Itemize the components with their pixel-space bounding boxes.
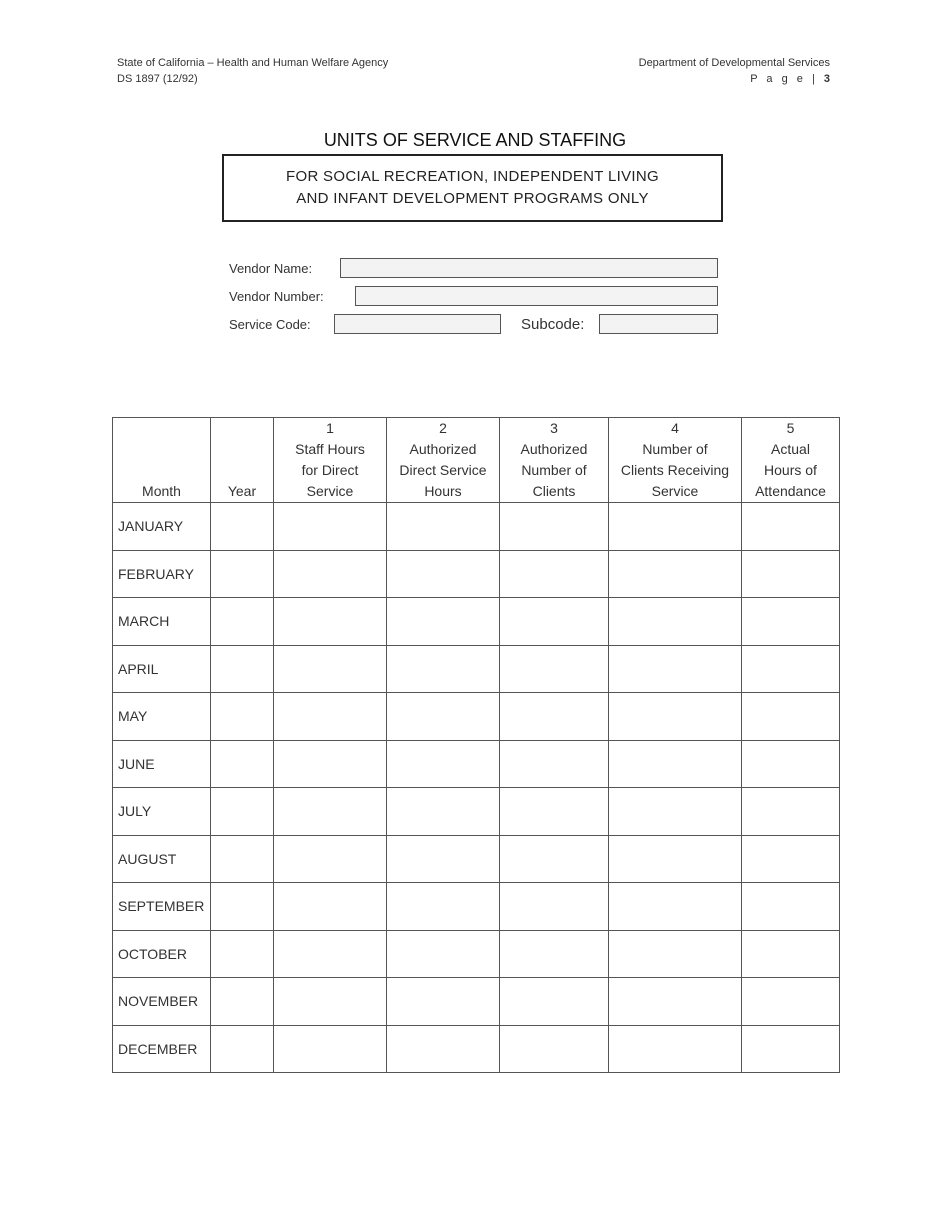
entry-cell-actual-hours[interactable] <box>742 740 840 788</box>
entry-cell-actual-hours[interactable] <box>742 788 840 836</box>
entry-cell-clients-receiving[interactable] <box>609 550 742 598</box>
column-header-clients-receiving <box>609 418 742 503</box>
table-row <box>113 835 840 883</box>
month-cell: MAY <box>113 693 211 741</box>
page-title: UNITS OF SERVICE AND STAFFING <box>323 130 627 150</box>
month-cell: DECEMBER <box>113 1025 211 1073</box>
column-header-actual-hours <box>742 418 840 503</box>
department-name: Department of Developmental Services <box>638 57 830 69</box>
entry-cell-authorized-hours[interactable] <box>387 883 500 931</box>
entry-cell-staff-hours[interactable] <box>274 788 387 836</box>
entry-cell-actual-hours[interactable] <box>742 645 840 693</box>
column-header-line: Number of <box>642 441 708 457</box>
entry-cell-authorized-clients[interactable] <box>500 788 609 836</box>
entry-cell-actual-hours[interactable] <box>742 598 840 646</box>
entry-cell-year[interactable] <box>211 598 274 646</box>
entry-cell-authorized-hours[interactable] <box>387 598 500 646</box>
entry-cell-clients-receiving[interactable] <box>609 930 742 978</box>
column-header-line: Service <box>306 483 354 499</box>
entry-cell-staff-hours[interactable] <box>274 645 387 693</box>
entry-cell-authorized-hours[interactable] <box>387 1025 500 1073</box>
entry-cell-clients-receiving[interactable] <box>609 883 742 931</box>
units-of-service-table <box>112 417 840 1073</box>
table-row <box>113 550 840 598</box>
column-header-line: 3 <box>550 420 558 436</box>
entry-cell-staff-hours[interactable] <box>274 550 387 598</box>
entry-cell-clients-receiving[interactable] <box>609 788 742 836</box>
entry-cell-year[interactable] <box>211 788 274 836</box>
month-cell: MARCH <box>113 598 211 646</box>
column-header-line: for Direct <box>301 462 359 478</box>
month-cell: AUGUST <box>113 835 211 883</box>
entry-cell-year[interactable] <box>211 978 274 1026</box>
entry-cell-authorized-clients[interactable] <box>500 740 609 788</box>
table-row <box>113 788 840 836</box>
table-row <box>113 978 840 1026</box>
month-cell: FEBRUARY <box>113 550 211 598</box>
vendor-number-field[interactable] <box>355 286 718 306</box>
vendor-name-field[interactable] <box>340 258 718 278</box>
form-id: DS 1897 (12/92) <box>117 73 198 85</box>
column-header-line: Number of <box>521 462 587 478</box>
vendor-number-label: Vendor Number: <box>229 289 324 304</box>
month-cell: SEPTEMBER <box>113 883 211 931</box>
header-left <box>117 55 388 87</box>
entry-cell-clients-receiving[interactable] <box>609 503 742 551</box>
entry-cell-authorized-hours[interactable] <box>387 645 500 693</box>
table-row <box>113 693 840 741</box>
entry-cell-authorized-clients[interactable] <box>500 503 609 551</box>
column-header-line: Actual <box>771 441 810 457</box>
entry-cell-authorized-hours[interactable] <box>387 788 500 836</box>
entry-cell-clients-receiving[interactable] <box>609 740 742 788</box>
entry-cell-authorized-clients[interactable] <box>500 645 609 693</box>
entry-cell-staff-hours[interactable] <box>274 883 387 931</box>
subcode-label: Subcode: <box>521 316 585 333</box>
column-header-line: Authorized <box>409 441 477 457</box>
column-header-line: Hours of <box>764 462 817 478</box>
page-indicator: P a g e | 3 <box>750 73 830 85</box>
entry-cell-authorized-hours[interactable] <box>387 930 500 978</box>
subtitle-line-1: FOR SOCIAL RECREATION, INDEPENDENT LIVING <box>286 168 659 185</box>
page-number: 3 <box>823 73 830 85</box>
month-cell: JUNE <box>113 740 211 788</box>
entry-cell-actual-hours[interactable] <box>742 978 840 1026</box>
table-header-row <box>113 418 840 503</box>
entry-cell-authorized-hours[interactable] <box>387 740 500 788</box>
entry-cell-staff-hours[interactable] <box>274 598 387 646</box>
table-row <box>113 1025 840 1073</box>
entry-cell-staff-hours[interactable] <box>274 693 387 741</box>
entry-cell-authorized-hours[interactable] <box>387 693 500 741</box>
entry-cell-staff-hours[interactable] <box>274 740 387 788</box>
entry-cell-authorized-hours[interactable] <box>387 835 500 883</box>
column-header-authorized-hours <box>387 418 500 503</box>
entry-cell-year[interactable] <box>211 1025 274 1073</box>
table-row <box>113 645 840 693</box>
entry-cell-authorized-clients[interactable] <box>500 978 609 1026</box>
entry-cell-actual-hours[interactable] <box>742 835 840 883</box>
column-header-line: 4 <box>671 420 679 436</box>
table-row <box>113 503 840 551</box>
entry-cell-actual-hours[interactable] <box>742 550 840 598</box>
entry-cell-year[interactable] <box>211 503 274 551</box>
entry-cell-authorized-hours[interactable] <box>387 550 500 598</box>
table-row <box>113 930 840 978</box>
entry-cell-year[interactable] <box>211 740 274 788</box>
month-cell: JULY <box>113 788 211 836</box>
entry-cell-authorized-hours[interactable] <box>387 978 500 1026</box>
subcode-field[interactable] <box>599 314 718 334</box>
column-header-line: Clients <box>532 483 576 499</box>
entry-cell-staff-hours[interactable] <box>274 930 387 978</box>
entry-cell-staff-hours[interactable] <box>274 978 387 1026</box>
column-header-line: Month <box>142 483 181 499</box>
service-code-field[interactable] <box>334 314 501 334</box>
column-header-line: 2 <box>439 420 447 436</box>
month-cell: NOVEMBER <box>113 978 211 1026</box>
table-row <box>113 598 840 646</box>
month-cell: APRIL <box>113 645 211 693</box>
program-scope-box <box>222 154 723 222</box>
entry-cell-clients-receiving[interactable] <box>609 978 742 1026</box>
entry-cell-authorized-clients[interactable] <box>500 550 609 598</box>
service-code-label: Service Code: <box>229 317 311 332</box>
entry-cell-authorized-clients[interactable] <box>500 883 609 931</box>
entry-cell-year[interactable] <box>211 693 274 741</box>
month-cell: JANUARY <box>113 503 211 551</box>
entry-cell-clients-receiving[interactable] <box>609 693 742 741</box>
table-row <box>113 740 840 788</box>
entry-cell-actual-hours[interactable] <box>742 883 840 931</box>
entry-cell-year[interactable] <box>211 883 274 931</box>
entry-cell-staff-hours[interactable] <box>274 503 387 551</box>
entry-cell-year[interactable] <box>211 645 274 693</box>
table-row <box>113 883 840 931</box>
entry-cell-clients-receiving[interactable] <box>609 1025 742 1073</box>
column-header-line: 1 <box>326 420 334 436</box>
column-header-line: Clients Receiving <box>620 462 730 478</box>
column-header-line: Hours <box>424 483 462 499</box>
column-header-authorized-clients <box>500 418 609 503</box>
column-header-line: Year <box>227 483 257 499</box>
page-label: P a g e <box>750 73 806 85</box>
entry-cell-authorized-clients[interactable] <box>500 693 609 741</box>
column-header-line: Service <box>651 483 699 499</box>
column-header-line: Direct Service <box>399 462 487 478</box>
column-header-month <box>113 418 211 503</box>
entry-cell-authorized-clients[interactable] <box>500 598 609 646</box>
entry-cell-authorized-clients[interactable] <box>500 930 609 978</box>
vendor-name-label: Vendor Name: <box>229 261 313 276</box>
entry-cell-actual-hours[interactable] <box>742 693 840 741</box>
column-header-line: Staff Hours <box>295 441 365 457</box>
entry-cell-year[interactable] <box>211 835 274 883</box>
entry-cell-authorized-hours[interactable] <box>387 503 500 551</box>
entry-cell-clients-receiving[interactable] <box>609 645 742 693</box>
entry-cell-staff-hours[interactable] <box>274 1025 387 1073</box>
entry-cell-authorized-clients[interactable] <box>500 835 609 883</box>
column-header-line: 5 <box>786 420 795 436</box>
entry-cell-actual-hours[interactable] <box>742 1025 840 1073</box>
entry-cell-clients-receiving[interactable] <box>609 598 742 646</box>
entry-cell-actual-hours[interactable] <box>742 503 840 551</box>
entry-cell-authorized-clients[interactable] <box>500 1025 609 1073</box>
entry-cell-year[interactable] <box>211 550 274 598</box>
entry-cell-clients-receiving[interactable] <box>609 835 742 883</box>
subtitle-line-2: AND INFANT DEVELOPMENT PROGRAMS ONLY <box>296 190 649 207</box>
column-header-line: Authorized <box>520 441 588 457</box>
entry-cell-year[interactable] <box>211 930 274 978</box>
month-cell: OCTOBER <box>113 930 211 978</box>
column-header-year <box>211 418 274 503</box>
header-right <box>639 55 830 87</box>
column-header-line: Attendance <box>755 483 826 499</box>
entry-cell-actual-hours[interactable] <box>742 930 840 978</box>
column-header-staff-hours <box>274 418 387 503</box>
table-body <box>113 503 840 1073</box>
entry-cell-staff-hours[interactable] <box>274 835 387 883</box>
agency-name: State of California – Health and Human Welfare Agency <box>117 57 389 69</box>
